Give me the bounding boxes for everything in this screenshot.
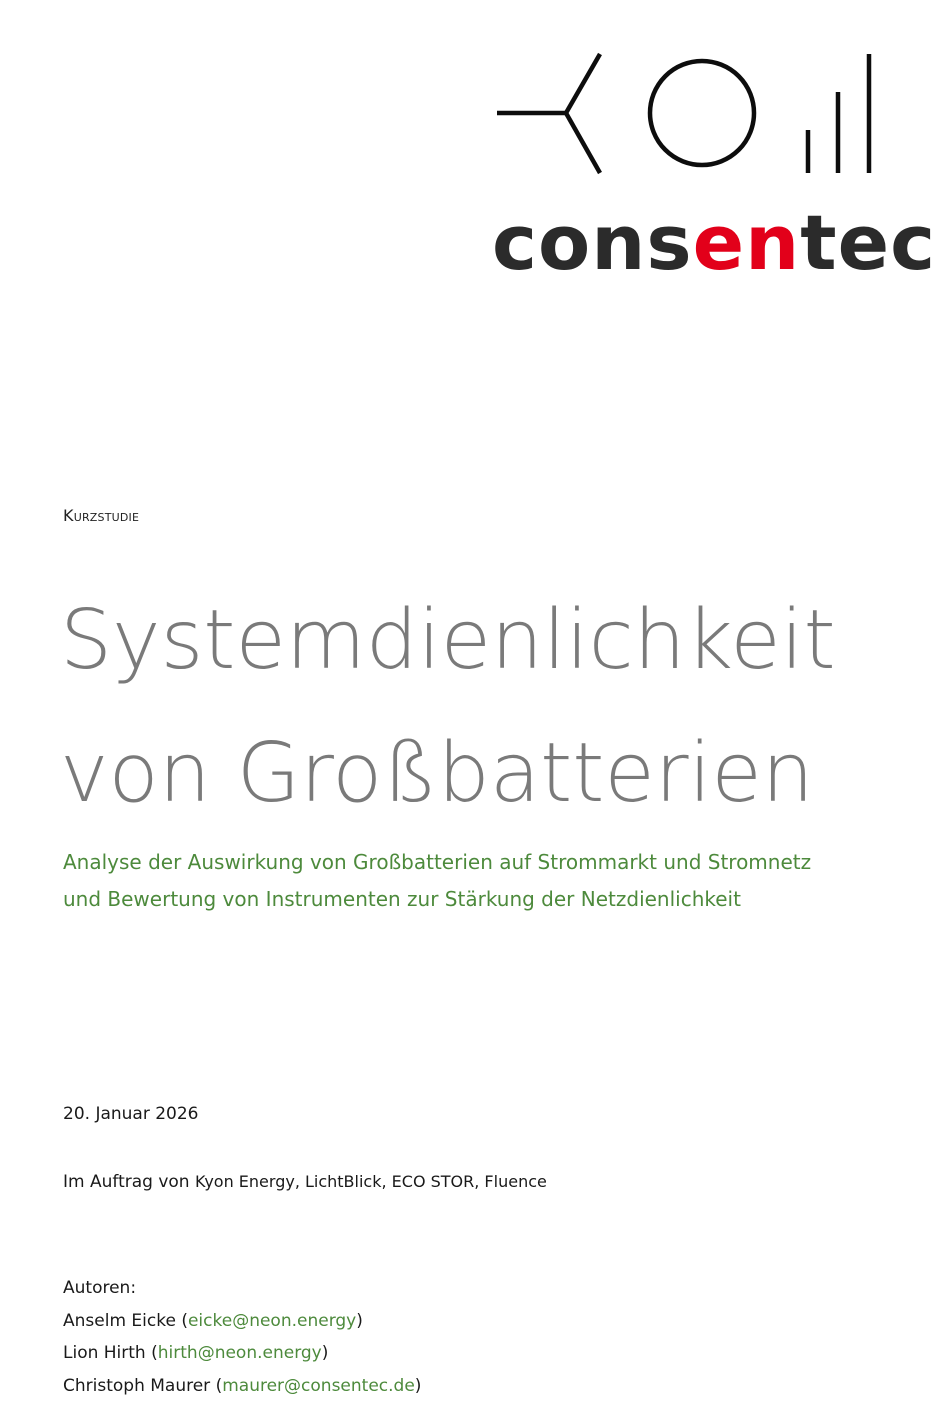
author-line: Christoph Maurer (maurer@consentec.de) [63, 1375, 422, 1396]
subtitle-line-2: und Bewertung von Instrumenten zur Stärkung der Netzdienlichkeit [63, 887, 741, 911]
publication-date: 20. Januar 2026 [63, 1104, 199, 1124]
title-line-2: von Großbatterien [60, 726, 814, 821]
authors-block [63, 1272, 421, 1402]
author-email-link[interactable]: maurer@consentec.de [222, 1375, 415, 1396]
page-title [60, 574, 836, 840]
author-line: Lion Hirth (hirth@neon.energy) [63, 1343, 329, 1363]
authors-label: Autoren: [63, 1278, 137, 1298]
commission-prefix: Im Auftrag von [63, 1172, 190, 1192]
consentec-wordmark: consentec [492, 198, 937, 287]
commission-clients: Kyon Energy, LichtBlick, ECO STOR, Fluence [194, 1172, 547, 1191]
title-line-1: Systemdienlichkeit [60, 593, 836, 688]
document-type-label: Kurzstudie [63, 506, 140, 525]
author-line: Anselm Eicke (eicke@neon.energy) [63, 1310, 363, 1331]
author-name: Anselm Eicke [63, 1310, 176, 1331]
subtitle [63, 844, 943, 918]
commission-line [63, 1172, 547, 1192]
author-email-link[interactable]: eicke@neon.energy [187, 1310, 357, 1331]
author-name: Lion Hirth [63, 1343, 146, 1363]
author-name: Christoph Maurer [63, 1375, 211, 1396]
subtitle-line-1: Analyse der Auswirkung von Großbatterien auf Strommarkt und Stromnetz [63, 850, 812, 874]
author-email-link[interactable]: hirth@neon.energy [157, 1343, 322, 1363]
